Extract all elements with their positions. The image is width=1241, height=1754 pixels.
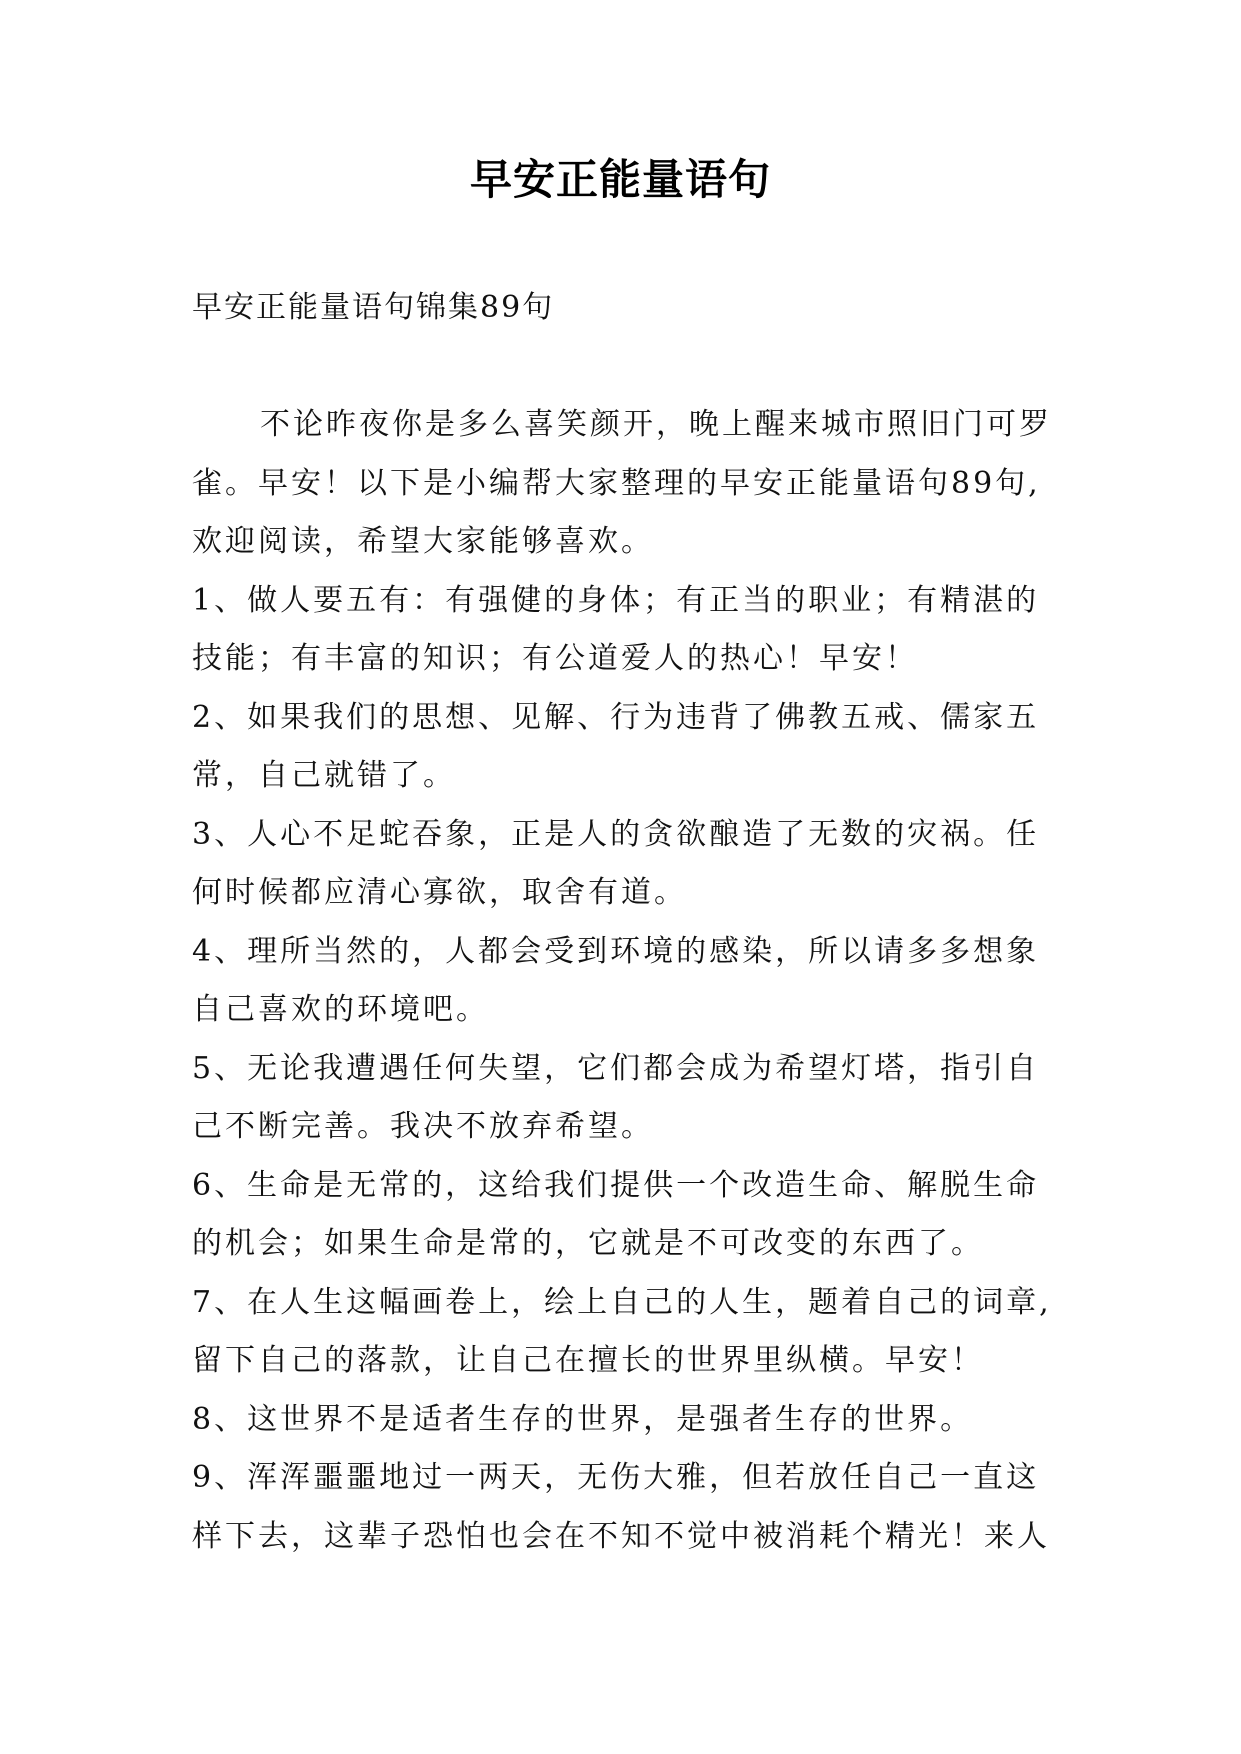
paragraph-line: 不论昨夜你是多么喜笑颜开，晚上醒来城市照旧门可罗 [260, 407, 1052, 442]
paragraph-line: 雀。早安！以下是小编帮大家整理的早安正能量语句89句, [192, 465, 1041, 501]
paragraph-line: 欢迎阅读，希望大家能够喜欢。 [192, 524, 654, 559]
paragraph-line: 1、做人要五有：有强健的身体；有正当的职业；有精湛的 [192, 582, 1040, 618]
paragraph-line: 7、在人生这幅画卷上，绘上自己的人生，题着自己的词章, [192, 1284, 1052, 1320]
paragraph-line: 的机会；如果生命是常的，它就是不可改变的东西了。 [192, 1226, 984, 1261]
paragraph-line: 3、人心不足蛇吞象，正是人的贪欲酿造了无数的灾祸。任 [192, 816, 1040, 852]
paragraph-line: 样下去，这辈子恐怕也会在不知不觉中被消耗个精光！来人 [192, 1518, 1050, 1554]
paragraph-line: 自己喜欢的环境吧。 [192, 992, 489, 1027]
document-title: 早安正能量语句 [469, 155, 771, 204]
paragraph-line: 6、生命是无常的，这给我们提供一个改造生命、解脱生命 [192, 1167, 1040, 1203]
paragraph-line: 留下自己的落款，让自己在擅长的世界里纵横。早安！ [192, 1343, 984, 1378]
paragraph-line: 何时候都应清心寡欲，取舍有道。 [192, 875, 687, 910]
paragraph-line: 常，自己就错了。 [192, 758, 456, 793]
paragraph-line: 5、无论我遭遇任何失望，它们都会成为希望灯塔，指引自 [192, 1050, 1040, 1086]
document-subtitle: 早安正能量语句锦集89句 [192, 290, 555, 325]
paragraph-line: 9、浑浑噩噩地过一两天，无伤大雅，但若放任自己一直这 [192, 1460, 1040, 1495]
paragraph-line: 2、如果我们的思想、见解、行为违背了佛教五戒、儒家五 [192, 699, 1040, 735]
paragraph-line: 技能；有丰富的知识；有公道爱人的热心！早安！ [192, 641, 918, 676]
paragraph-line: 8、这世界不是适者生存的世界，是强者生存的世界。 [192, 1401, 974, 1437]
document-body [192, 405, 1072, 1575]
paragraph-line: 己不断完善。我决不放弃希望。 [192, 1109, 654, 1144]
paragraph-line: 4、理所当然的，人都会受到环境的感染，所以请多多想象 [192, 933, 1040, 969]
